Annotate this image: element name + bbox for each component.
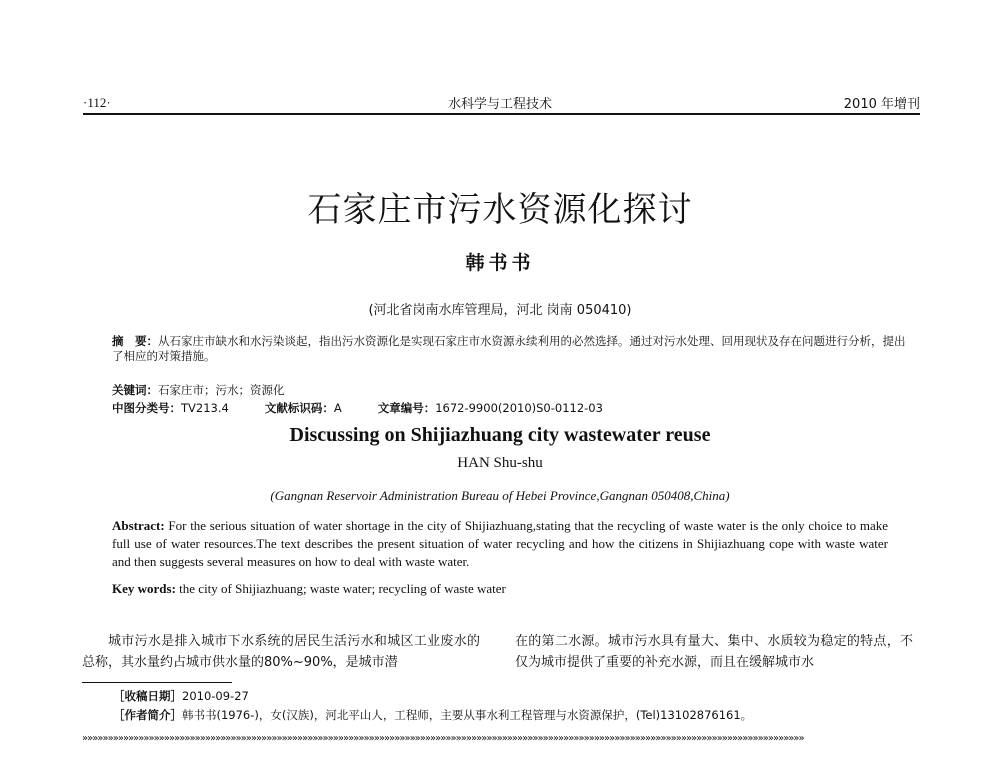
chinese-abstract xyxy=(112,334,912,364)
page-number: ·112· xyxy=(83,95,111,110)
classification-line xyxy=(112,400,603,416)
english-affiliation: (Gangnan Reservoir Administration Bureau of Hebei Province,Gangnan 050408,China) xyxy=(270,488,730,503)
english-title: Discussing on Shijiazhuang city wastewater reuse xyxy=(289,424,711,446)
footnote-rule xyxy=(82,682,232,683)
footnote-author-bio xyxy=(113,707,752,723)
decorative-arrow-rule: »»»»»»»»»»»»»»»»»»»»»»»»»»»»»»»»»»»»»»»»»»»»»»»»»»»»»»»»»»»»»»»»»»»»»»»»»»»»»»»»»»»»»»»»»»»»»»»»»»»»»»»»»»»»»»»»»»»»»»»»»»»»»»»»»»»»»»»»»»»»» xyxy=(82,733,804,744)
chinese-keywords xyxy=(112,382,285,398)
body-left-column: 城市污水是排入城市下水系统的居民生活污水和城区工业废水的总称，其水量约占城市供水量的80%~90%，是城市潜 xyxy=(82,634,480,670)
article-no-value: 1672-9900(2010)S0-0112-03 xyxy=(435,401,603,415)
body-right-column: 在的第二水源。城市污水具有量大、集中、水质较为稳定的特点，不仅为城市提供了重要的补充水源，而且在缓解城市水 xyxy=(515,634,913,670)
chinese-abstract-label: 摘 要： xyxy=(112,334,158,348)
received-value: 2010-09-27 xyxy=(182,689,249,703)
english-abstract-label: Abstract: xyxy=(112,518,165,533)
chinese-abstract-text: 从石家庄市缺水和水污染谈起，指出污水资源化是实现石家庄市水资源永续利用的必然选择。通过对污水处理、回用现状及存在问题进行分析，提出了相应的对策措施。 xyxy=(112,334,906,363)
clc-label: 中图分类号： xyxy=(112,401,181,415)
english-author: HAN Shu-shu xyxy=(457,455,543,471)
chinese-keywords-label: 关键词： xyxy=(112,383,158,397)
english-keywords xyxy=(112,581,506,597)
chinese-keywords-text: 石家庄市；污水；资源化 xyxy=(158,383,285,397)
footnote-received xyxy=(113,688,249,704)
english-keywords-text: the city of Shijiazhuang; waste water; recycling of waste water xyxy=(175,581,506,596)
journal-name: 水科学与工程技术 xyxy=(447,97,552,112)
doc-code-value: A xyxy=(333,401,342,415)
clc-value: TV213.4 xyxy=(181,401,229,415)
article-no-label: 文章编号： xyxy=(377,401,436,415)
bio-value: 韩书书(1976-)，女(汉族)，河北平山人，工程师，主要从事水利工程管理与水资源保护，(Tel)13102876161。 xyxy=(182,708,753,722)
doc-code-label: 文献标识码： xyxy=(264,401,334,415)
english-abstract-text: For the serious situation of water shortage in the city of Shijiazhuang,stating that the recycling of waste water is the only choice to make full use of water resources.The text describes the present situation of water recycling and how the citizens in Shijiazhuang cope with waste water and then suggests several measures on how to deal with waste water. xyxy=(112,518,888,569)
received-label: ［收稿日期］ xyxy=(113,689,182,703)
header-rule xyxy=(83,113,920,115)
bio-label: ［作者简介］ xyxy=(113,708,182,722)
chinese-title: 石家庄市污水资源化探讨 xyxy=(307,190,693,230)
chinese-affiliation: (河北省岗南水库管理局，河北 岗南 050410) xyxy=(368,303,632,318)
issue-label: 2010 年增刊 xyxy=(843,97,920,112)
english-abstract xyxy=(112,517,888,571)
english-keywords-label: Key words: xyxy=(112,581,176,596)
chinese-author: 韩书书 xyxy=(465,252,535,274)
